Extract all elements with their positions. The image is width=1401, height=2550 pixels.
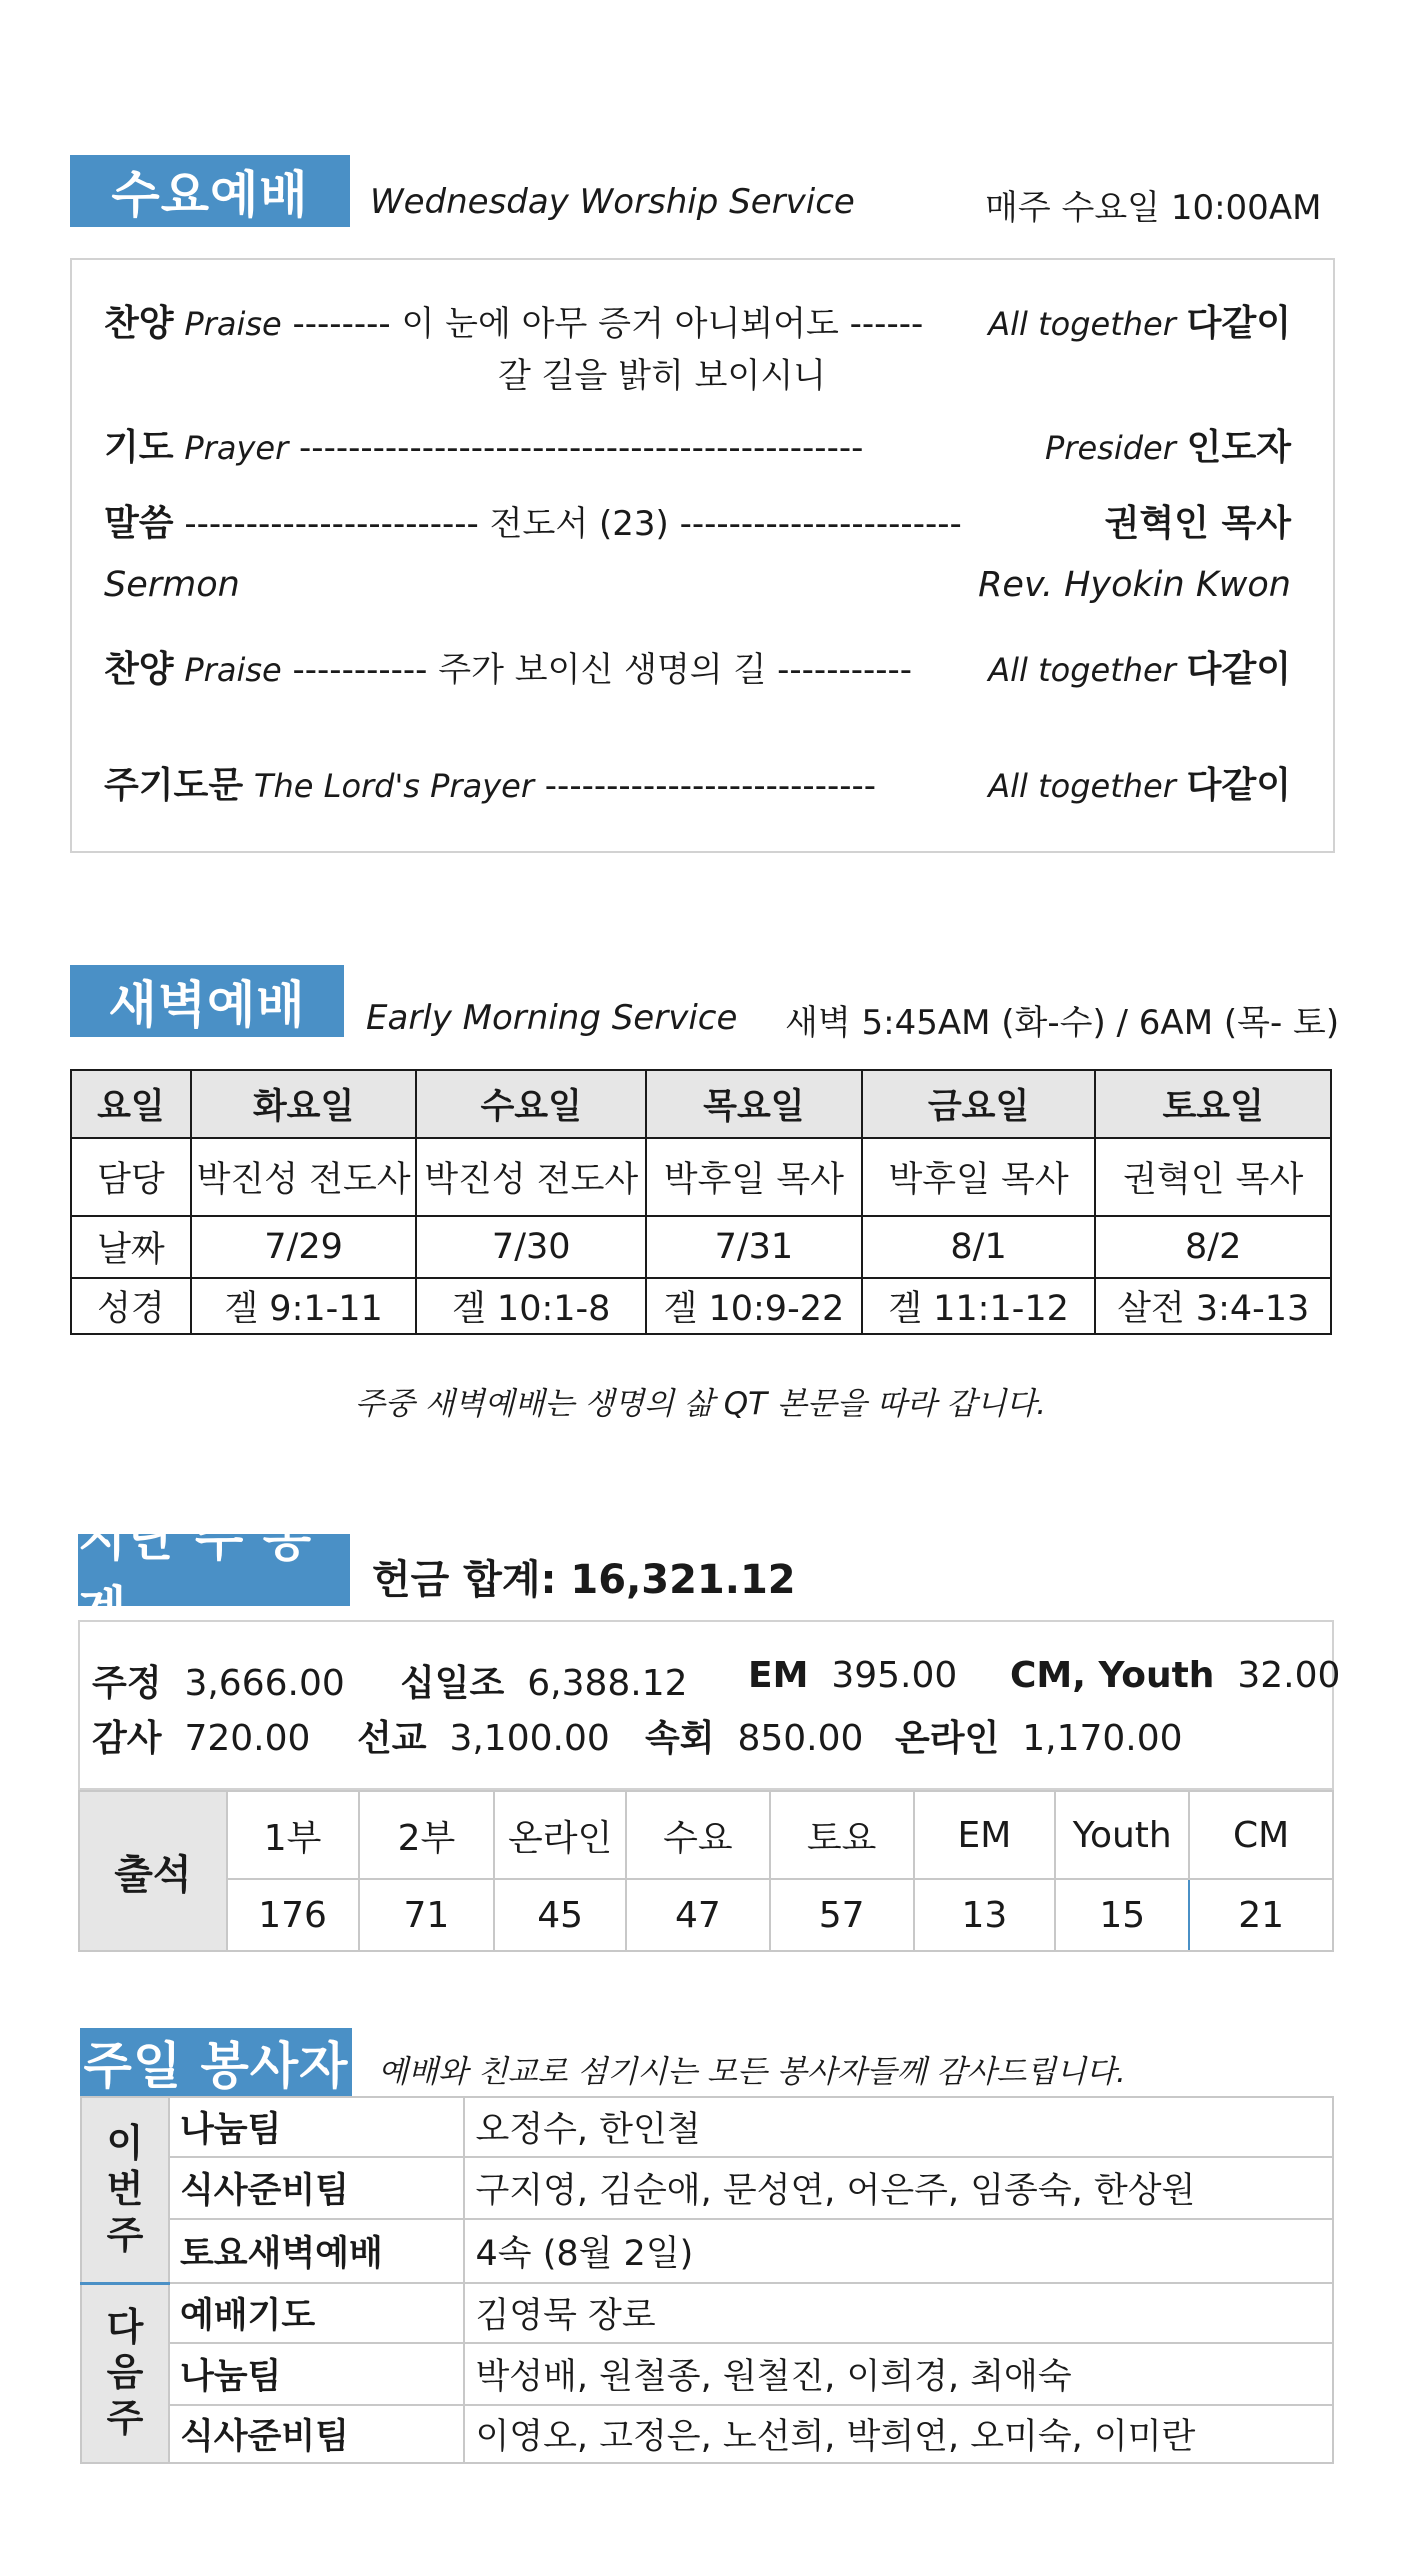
vol-note: 예배와 친교로 섬기시는 모든 봉사자들께 감사드립니다. [378, 2054, 1126, 2090]
dash-leader: ------------------------ [184, 504, 479, 544]
table-cell: 겔 9:1-11 [191, 1278, 417, 1334]
table-header-cell: 목요일 [646, 1070, 862, 1138]
wed-line-lords-prayer-right [988, 764, 1291, 807]
offering-label: 주정 [92, 1663, 162, 1704]
wed-line-prayer [104, 426, 863, 469]
table-cell: 겔 10:1-8 [416, 1278, 646, 1334]
wed-section-tag: 수요예배 [70, 155, 350, 227]
table-header-cell: 요일 [71, 1070, 191, 1138]
offering-label: 감사 [92, 1718, 162, 1759]
table-cell: 7/31 [646, 1216, 862, 1278]
table-header-cell: 토요일 [1095, 1070, 1331, 1138]
offering-value: 395.00 [831, 1655, 958, 1696]
wed-subtitle: Wednesday Worship Service [370, 182, 855, 222]
stats-section-tag: 지난 주 통계 [78, 1534, 350, 1606]
preacher-name: 권혁인 목사 [1104, 503, 1291, 544]
table-cell: 성경 [71, 1278, 191, 1334]
wed-line-praise2-right [988, 648, 1291, 691]
table-row [79, 1879, 1333, 1951]
preacher-en: Rev. Hyokin Kwon [978, 565, 1291, 605]
table-header-cell: 화요일 [191, 1070, 417, 1138]
early-note: 주중 새벽예배는 생명의 삶 QT 본문을 따라 갑니다. [354, 1386, 1047, 1422]
table-row [81, 2343, 1333, 2405]
volunteers-table [80, 2096, 1334, 2464]
table-header-cell: 토요 [770, 1791, 914, 1879]
line-en-label: Praise [184, 305, 282, 343]
table-header-row [79, 1791, 1333, 1879]
early-schedule-table [70, 1069, 1332, 1335]
table-cell: 살전 3:4-13 [1095, 1278, 1331, 1334]
line-right-kr: 다같이 [1186, 765, 1291, 806]
hymn-title: 주가 보이신 생명의 길 [438, 650, 767, 690]
wed-time: 매주 수요일 10:00AM [985, 188, 1322, 228]
names-cell: 김영묵 장로 [464, 2283, 1333, 2343]
table-cell: 45 [494, 1879, 626, 1951]
line-right-kr: 다같이 [1186, 303, 1291, 344]
attendance-table [78, 1790, 1334, 1952]
dash-leader: ------ [849, 304, 924, 344]
dash-leader: -------- [292, 304, 391, 344]
sermon-en: Sermon [104, 565, 240, 605]
names-cell: 이영오, 고정은, 노선희, 박희연, 오미숙, 이미란 [464, 2405, 1333, 2463]
dash-leader: ----------------------- [679, 504, 962, 544]
names-cell: 오정수, 한인철 [464, 2097, 1333, 2157]
table-cell: 71 [359, 1879, 495, 1951]
next-week-label: 다음주 [81, 2283, 169, 2463]
wed-line-praise [104, 302, 923, 345]
table-cell: 8/1 [862, 1216, 1096, 1278]
wed-line-praise-right [988, 302, 1291, 345]
table-cell: 날짜 [71, 1216, 191, 1278]
offering-value: 6,388.12 [527, 1663, 688, 1704]
offering-value: 3,666.00 [184, 1663, 345, 1704]
role-label: 토요새벽예배 [169, 2219, 465, 2283]
names-cell: 박성배, 원철종, 원철진, 이희경, 최애숙 [464, 2343, 1333, 2405]
table-cell: 57 [770, 1879, 914, 1951]
line-kr-label: 기도 [104, 427, 174, 468]
dash-leader: --------------------------- [544, 766, 877, 806]
offering-value: 32.00 [1237, 1655, 1341, 1696]
line-right-en: All together [988, 651, 1176, 689]
line-right-kr: 인도자 [1186, 427, 1291, 468]
table-header-cell: CM [1189, 1791, 1333, 1879]
role-label: 나눔팀 [169, 2097, 465, 2157]
table-cell: 15 [1055, 1879, 1189, 1951]
offering-item [92, 1655, 345, 1706]
offering-value: 1,170.00 [1022, 1718, 1183, 1759]
wed-line-prayer-right [1045, 426, 1291, 469]
role-label: 식사준비팀 [169, 2405, 465, 2463]
table-header-cell: 금요일 [862, 1070, 1096, 1138]
hymn-title-cont: 갈 길을 밝히 보이시니 [498, 356, 827, 396]
table-cell: 권혁인 목사 [1095, 1138, 1331, 1216]
table-header-row [71, 1070, 1331, 1138]
table-row [71, 1216, 1331, 1278]
offering-label: 선교 [357, 1718, 427, 1759]
table-cell: 박진성 전도사 [191, 1138, 417, 1216]
line-right-en: All together [988, 767, 1176, 805]
line-en-label: Praise [184, 651, 282, 689]
early-subtitle: Early Morning Service [366, 998, 738, 1038]
offering-value: 850.00 [737, 1718, 864, 1759]
line-en-label: Prayer [184, 429, 289, 467]
line-kr-label: 말씀 [104, 503, 174, 544]
attendance-label: 출석 [79, 1791, 227, 1951]
offering-value: 3,100.00 [449, 1718, 610, 1759]
table-row [71, 1138, 1331, 1216]
offering-total: 헌금 합계: 16,321.12 [372, 1557, 796, 1603]
names-cell: 4속 (8월 2일) [464, 2219, 1333, 2283]
table-cell: 176 [227, 1879, 359, 1951]
table-header-cell: EM [914, 1791, 1056, 1879]
offering-label: EM [748, 1655, 809, 1696]
names-cell: 구지영, 김순애, 문성연, 어은주, 임종숙, 한상원 [464, 2157, 1333, 2219]
wed-line-sermon [104, 502, 962, 545]
table-header-cell: 온라인 [494, 1791, 626, 1879]
offering-item [357, 1710, 610, 1761]
dash-leader: ----------- [292, 650, 428, 690]
role-label: 예배기도 [169, 2283, 465, 2343]
offering-item [1010, 1655, 1340, 1696]
table-row [81, 2283, 1333, 2343]
scripture: 전도서 (23) [489, 504, 669, 544]
table-cell: 담당 [71, 1138, 191, 1216]
early-time: 새벽 5:45AM (화-수) / 6AM (목- 토) [785, 1003, 1340, 1043]
table-row [81, 2405, 1333, 2463]
table-cell: 겔 11:1-12 [862, 1278, 1096, 1334]
table-cell: 47 [626, 1879, 770, 1951]
offering-label: 십일조 [400, 1663, 505, 1704]
vol-section-tag: 주일 봉사자 [80, 2028, 352, 2096]
this-week-label: 이번주 [81, 2097, 169, 2283]
offering-item [895, 1710, 1183, 1761]
role-label: 식사준비팀 [169, 2157, 465, 2219]
table-row [71, 1278, 1331, 1334]
dash-leader: ----------- [777, 650, 913, 690]
line-right-en: All together [988, 305, 1176, 343]
offering-label: CM, Youth [1010, 1655, 1215, 1696]
offering-value: 720.00 [184, 1718, 311, 1759]
offering-item [92, 1710, 310, 1761]
line-right-kr: 다같이 [1186, 649, 1291, 690]
table-header-cell: 수요일 [416, 1070, 646, 1138]
wed-line-praise2 [104, 648, 912, 691]
offering-item [645, 1710, 863, 1761]
line-kr-label: 찬양 [104, 649, 174, 690]
table-cell: 21 [1189, 1879, 1333, 1951]
wed-line-lords-prayer [104, 764, 876, 807]
early-section-tag: 새벽예배 [70, 965, 344, 1037]
line-en-label: The Lord's Prayer [253, 767, 534, 805]
table-header-cell: 1부 [227, 1791, 359, 1879]
table-cell: 박후일 목사 [862, 1138, 1096, 1216]
line-kr-label: 주기도문 [104, 765, 244, 806]
table-header-cell: 수요 [626, 1791, 770, 1879]
dash-leader: ---------------------------------------------- [299, 428, 864, 468]
table-cell: 겔 10:9-22 [646, 1278, 862, 1334]
table-cell: 7/30 [416, 1216, 646, 1278]
table-cell: 박진성 전도사 [416, 1138, 646, 1216]
table-cell: 7/29 [191, 1216, 417, 1278]
offering-item [748, 1655, 957, 1696]
role-label: 나눔팀 [169, 2343, 465, 2405]
table-row [81, 2219, 1333, 2283]
table-cell: 8/2 [1095, 1216, 1331, 1278]
line-right-en: Presider [1045, 429, 1176, 467]
table-cell: 박후일 목사 [646, 1138, 862, 1216]
line-kr-label: 찬양 [104, 303, 174, 344]
table-row [81, 2157, 1333, 2219]
table-row [81, 2097, 1333, 2157]
table-header-cell: Youth [1055, 1791, 1189, 1879]
offering-label: 온라인 [895, 1718, 1000, 1759]
table-cell: 13 [914, 1879, 1056, 1951]
offering-label: 속회 [645, 1718, 715, 1759]
hymn-title: 이 눈에 아무 증거 아니뵈어도 [401, 304, 839, 344]
table-header-cell: 2부 [359, 1791, 495, 1879]
offering-item [400, 1655, 688, 1706]
